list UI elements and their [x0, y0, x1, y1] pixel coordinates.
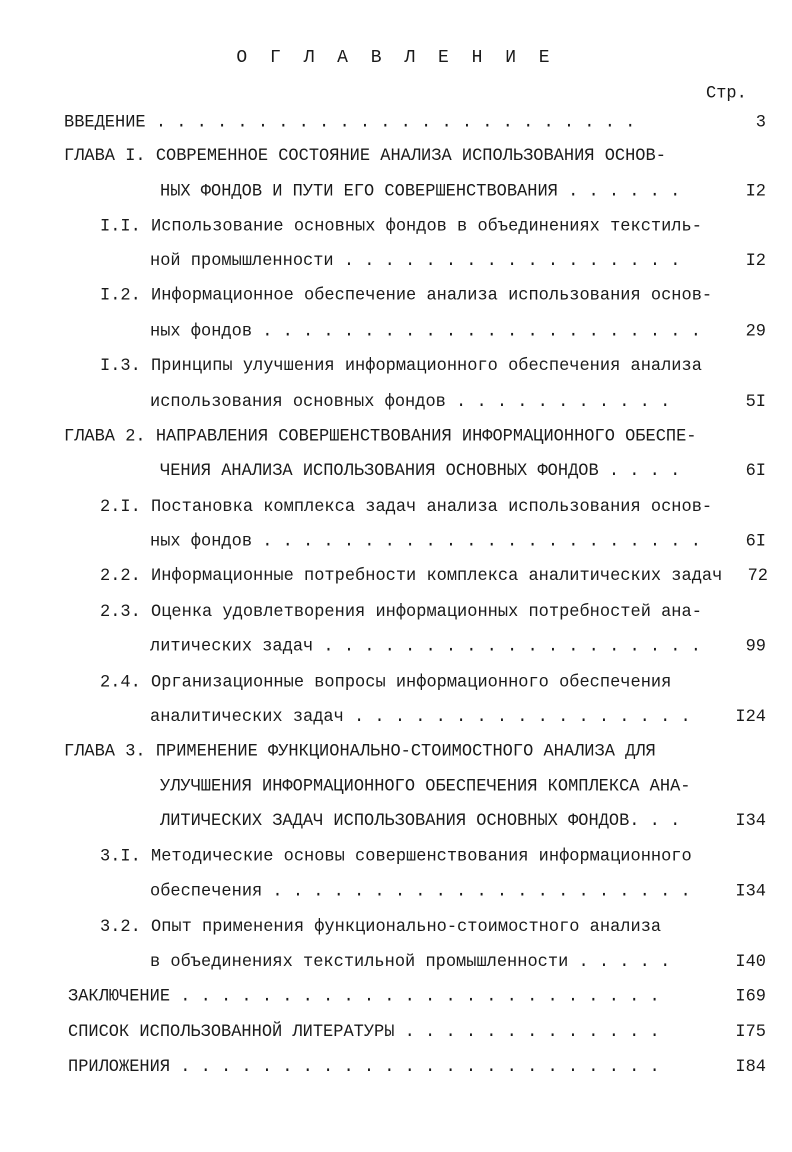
- toc-entry-chapter-1-cont: НЫХ ФОНДОВ И ПУТИ ЕГО СОВЕРШЕНСТВОВАНИЯ . . . . . .: [160, 182, 681, 202]
- toc-page-conclusion: I69: [735, 987, 766, 1007]
- toc-entry-1-3: I.3. Принципы улучшения информационного обеспечения анализа: [100, 356, 702, 377]
- page-title: О Г Л А В Л Е Н И Е: [236, 47, 556, 69]
- toc-page-intro: 3: [755, 113, 766, 133]
- toc-page-2-2: 72: [747, 566, 768, 587]
- toc-entry-conclusion: ЗАКЛЮЧЕНИЕ . . . . . . . . . . . . . . . . . . . . . . . .: [68, 987, 660, 1007]
- toc-entry-1-2-cont: ных фондов . . . . . . . . . . . . . . . . . . . . . .: [150, 322, 701, 342]
- toc-entry-2-3: 2.3. Оценка удовлетворения информационных потребностей ана-: [100, 602, 702, 623]
- toc-entry-bibliography: СПИСОК ИСПОЛЬЗОВАННОЙ ЛИТЕРАТУРЫ . . . . . . . . . . . . .: [68, 1022, 660, 1043]
- toc-entry-1-2: I.2. Информационное обеспечение анализа использования основ-: [100, 286, 713, 306]
- toc-entry-chapter-3-cont: УЛУЧШЕНИЯ ИНФОРМАЦИОННОГО ОБЕСПЕЧЕНИЯ КОМПЛЕКСА АНА-: [160, 777, 691, 797]
- toc-page-2-4: I24: [735, 707, 766, 728]
- toc-entry-chapter-1: ГЛАВА I. СОВРЕМЕННОЕ СОСТОЯНИЕ АНАЛИЗА ИСПОЛЬЗОВАНИЯ ОСНОВ-: [64, 146, 666, 167]
- toc-entry-1-1-cont: ной промышленности . . . . . . . . . . . . . . . . .: [150, 251, 681, 272]
- toc-page-bibliography: I75: [735, 1022, 766, 1043]
- toc-entry-intro: ВВЕДЕНИЕ . . . . . . . . . . . . . . . . . . . . . . . .: [64, 113, 636, 133]
- toc-page-1-3: 5I: [745, 392, 766, 412]
- toc-entry-3-2: 3.2. Опыт применения функционально-стоимостного анализа: [100, 917, 662, 938]
- toc-entry-2-1: 2.I. Постановка комплекса задач анализа использования основ-: [100, 497, 713, 517]
- toc-page-3-2: I40: [735, 952, 766, 972]
- toc-entry-chapter-2: ГЛАВА 2. НАПРАВЛЕНИЯ СОВЕРШЕНСТВОВАНИЯ ИНФОРМАЦИОННОГО ОБЕСПЕ-: [64, 427, 697, 447]
- toc-entry-chapter-3-cont-2: ЛИТИЧЕСКИХ ЗАДАЧ ИСПОЛЬЗОВАНИЯ ОСНОВНЫХ ФОНДОВ. . .: [160, 811, 681, 832]
- toc-entry-chapter-2-cont: ЧЕНИЯ АНАЛИЗА ИСПОЛЬЗОВАНИЯ ОСНОВНЫХ ФОНДОВ . . . .: [160, 461, 681, 482]
- toc-entry-appendices: ПРИЛОЖЕНИЯ . . . . . . . . . . . . . . . . . . . . . . . .: [68, 1057, 660, 1077]
- toc-entry-3-1-cont: обеспечения . . . . . . . . . . . . . . . . . . . . .: [150, 882, 691, 902]
- toc-entry-2-4: 2.4. Организационные вопросы информационного обеспечения: [100, 673, 672, 693]
- toc-entry-1-1: I.I. Использование основных фондов в объединениях текстиль-: [100, 217, 702, 237]
- toc-page-1-2: 29: [745, 322, 766, 342]
- toc-page-chapter-3: I34: [735, 811, 766, 832]
- toc-entry-chapter-3: ГЛАВА 3. ПРИМЕНЕНИЕ ФУНКЦИОНАЛЬНО-СТОИМОСТНОГО АНАЛИЗА ДЛЯ: [64, 742, 656, 762]
- page-column-header: Стр.: [706, 84, 747, 104]
- toc-entry-2-4-cont: аналитических задач . . . . . . . . . . . . . . . . .: [150, 707, 691, 728]
- toc-page-3-1: I34: [735, 882, 766, 902]
- toc-page-chapter-2: 6I: [745, 461, 766, 482]
- toc-entry-2-2: 2.2. Информационные потребности комплекса аналитических задач: [100, 566, 723, 587]
- toc-entry-2-3-cont: литических задач . . . . . . . . . . . . . . . . . . .: [150, 637, 701, 657]
- toc-entry-3-1: 3.I. Методические основы совершенствования информационного: [100, 847, 692, 867]
- toc-entry-1-3-cont: использования основных фондов . . . . . . . . . . .: [150, 392, 671, 412]
- toc-page-appendices: I84: [735, 1057, 766, 1077]
- toc-page-2-1: 6I: [745, 532, 766, 552]
- toc-entry-2-1-cont: ных фондов . . . . . . . . . . . . . . . . . . . . . .: [150, 532, 701, 552]
- toc-entry-3-2-cont: в объединениях текстильной промышленности . . . . .: [150, 952, 671, 972]
- toc-page-2-3: 99: [745, 637, 766, 657]
- toc-page-chapter-1: I2: [745, 182, 766, 202]
- toc-page-1-1: I2: [745, 251, 766, 272]
